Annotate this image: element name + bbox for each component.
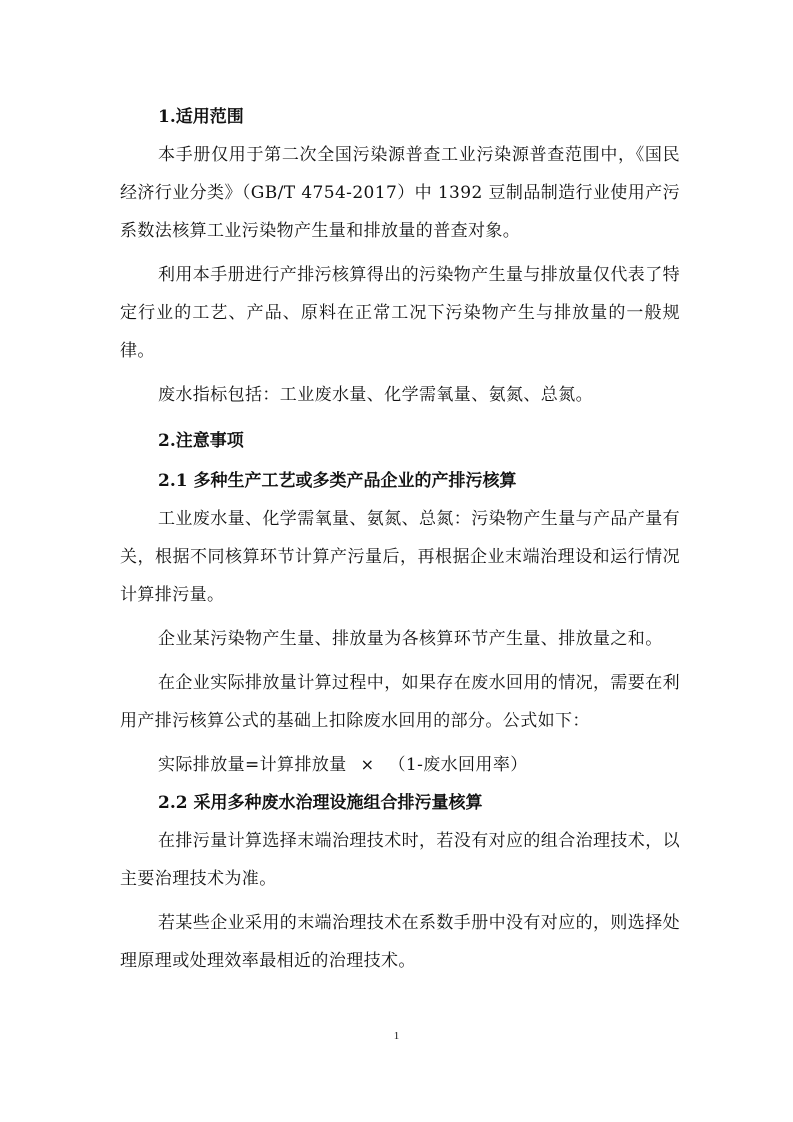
section-1-heading: 1.适用范围 [158,107,244,127]
paragraph: 工业废水量、化学需氧量、氨氮、总氮：污染物产生量与产品产量有关，根据不同核算环节计算产污量后，再根据企业末端治理设和运行情况计算排污量。 [120,509,680,605]
formula-operator: × [360,755,375,774]
paragraph: 企业某污染物产生量、排放量为各核算环节产生量、排放量之和。 [158,629,663,649]
subsection-2-2-heading: 2.2 采用多种废水治理设施组合排污量核算 [158,793,483,813]
formula [120,746,680,784]
formula-left: 实际排放量=计算排放量 [158,755,347,775]
paragraph: 若某些企业采用的末端治理技术在系数手册中没有对应的，则选择处理原理或处理效率最相近的治理技术。 [120,913,680,971]
section-2-heading: 2.注意事项 [158,431,244,451]
paragraph: 在企业实际排放量计算过程中，如果存在废水回用的情况，需要在利用产排污核算公式的基础上扣除废水回用的部分。公式如下： [120,673,680,731]
paragraph: 在排污量计算选择末端治理技术时，若没有对应的组合治理技术，以主要治理技术为准。 [120,831,680,889]
paragraph: 本手册仅用于第二次全国污染源普查工业污染源普查范围中，《国民经济行业分类》（GB/T 4754-2017）中 1392 豆制品制造行业使用产污系数法核算工业污染物产生量和排放量的普查对象。 [120,145,680,241]
formula-right: （1-废水回用率） [388,755,528,775]
document-body [120,104,680,980]
subsection-2-1-heading: 2.1 多种生产工艺或多类产品企业的产排污核算 [158,471,517,491]
page-number: 1 [393,1030,400,1042]
paragraph: 废水指标包括：工业废水量、化学需氧量、氨氮、总氮。 [158,385,593,405]
paragraph: 利用本手册进行产排污核算得出的污染物产生量与排放量仅代表了特定行业的工艺、产品、原料在正常工况下污染物产生与排放量的一般规律。 [120,265,680,361]
